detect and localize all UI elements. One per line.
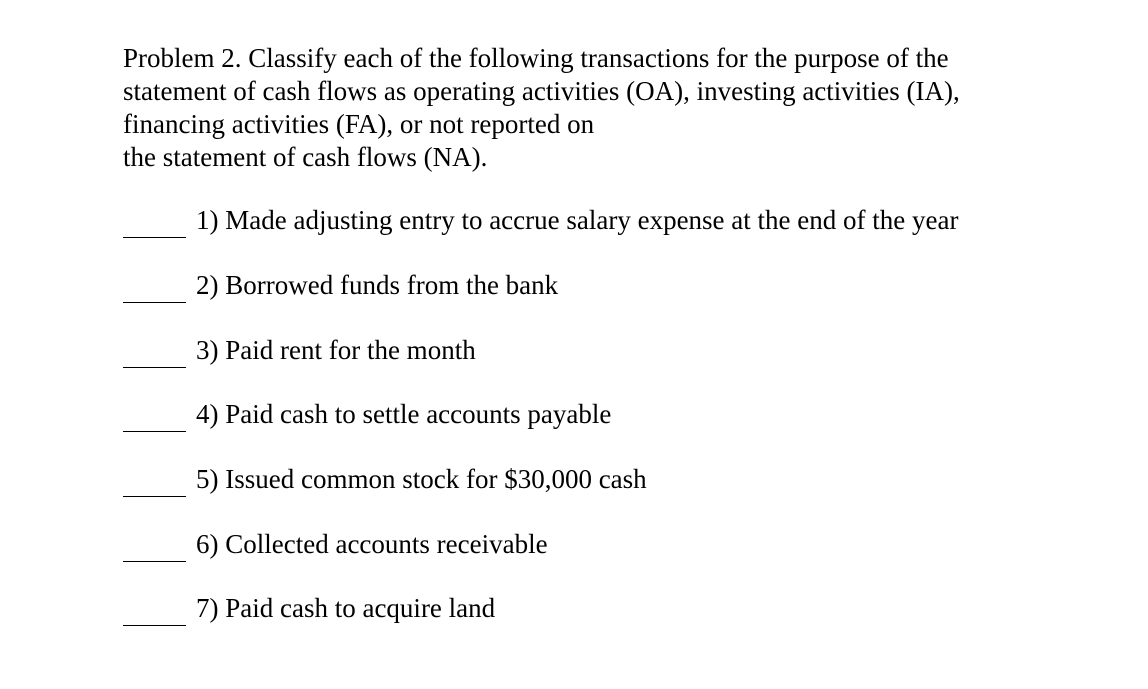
transaction-item <box>123 462 647 496</box>
transaction-text: 2) Borrowed funds from the bank <box>196 270 559 300</box>
transaction-item <box>123 591 495 625</box>
transaction-item <box>123 203 958 237</box>
answer-blank[interactable] <box>123 624 186 626</box>
transaction-item <box>123 268 558 302</box>
transaction-item <box>123 527 548 561</box>
problem-line: Problem 2. Classify each of the following transactions for the purpose of the <box>123 43 949 73</box>
transaction-item <box>123 397 611 431</box>
problem-line: financing activities (FA), or not reported on <box>123 109 595 139</box>
answer-blank[interactable] <box>123 495 186 497</box>
transaction-text: 6) Collected accounts receivable <box>196 529 548 559</box>
problem-line: statement of cash flows as operating activities (OA), investing activities (IA), <box>123 76 960 106</box>
answer-blank[interactable] <box>123 366 186 368</box>
problem-statement <box>123 42 1023 174</box>
answer-blank[interactable] <box>123 236 186 238</box>
transaction-item <box>123 333 476 367</box>
problem-line: the statement of cash flows (NA). <box>123 142 488 172</box>
answer-blank[interactable] <box>123 560 186 562</box>
answer-blank[interactable] <box>123 301 186 303</box>
transaction-text: 5) Issued common stock for $30,000 cash <box>196 464 647 494</box>
transaction-text: 1) Made adjusting entry to accrue salary expense at the end of the year <box>196 205 959 235</box>
transaction-text: 3) Paid rent for the month <box>196 335 476 365</box>
transaction-text: 7) Paid cash to acquire land <box>196 593 496 623</box>
answer-blank[interactable] <box>123 430 186 432</box>
transaction-text: 4) Paid cash to settle accounts payable <box>196 399 612 429</box>
